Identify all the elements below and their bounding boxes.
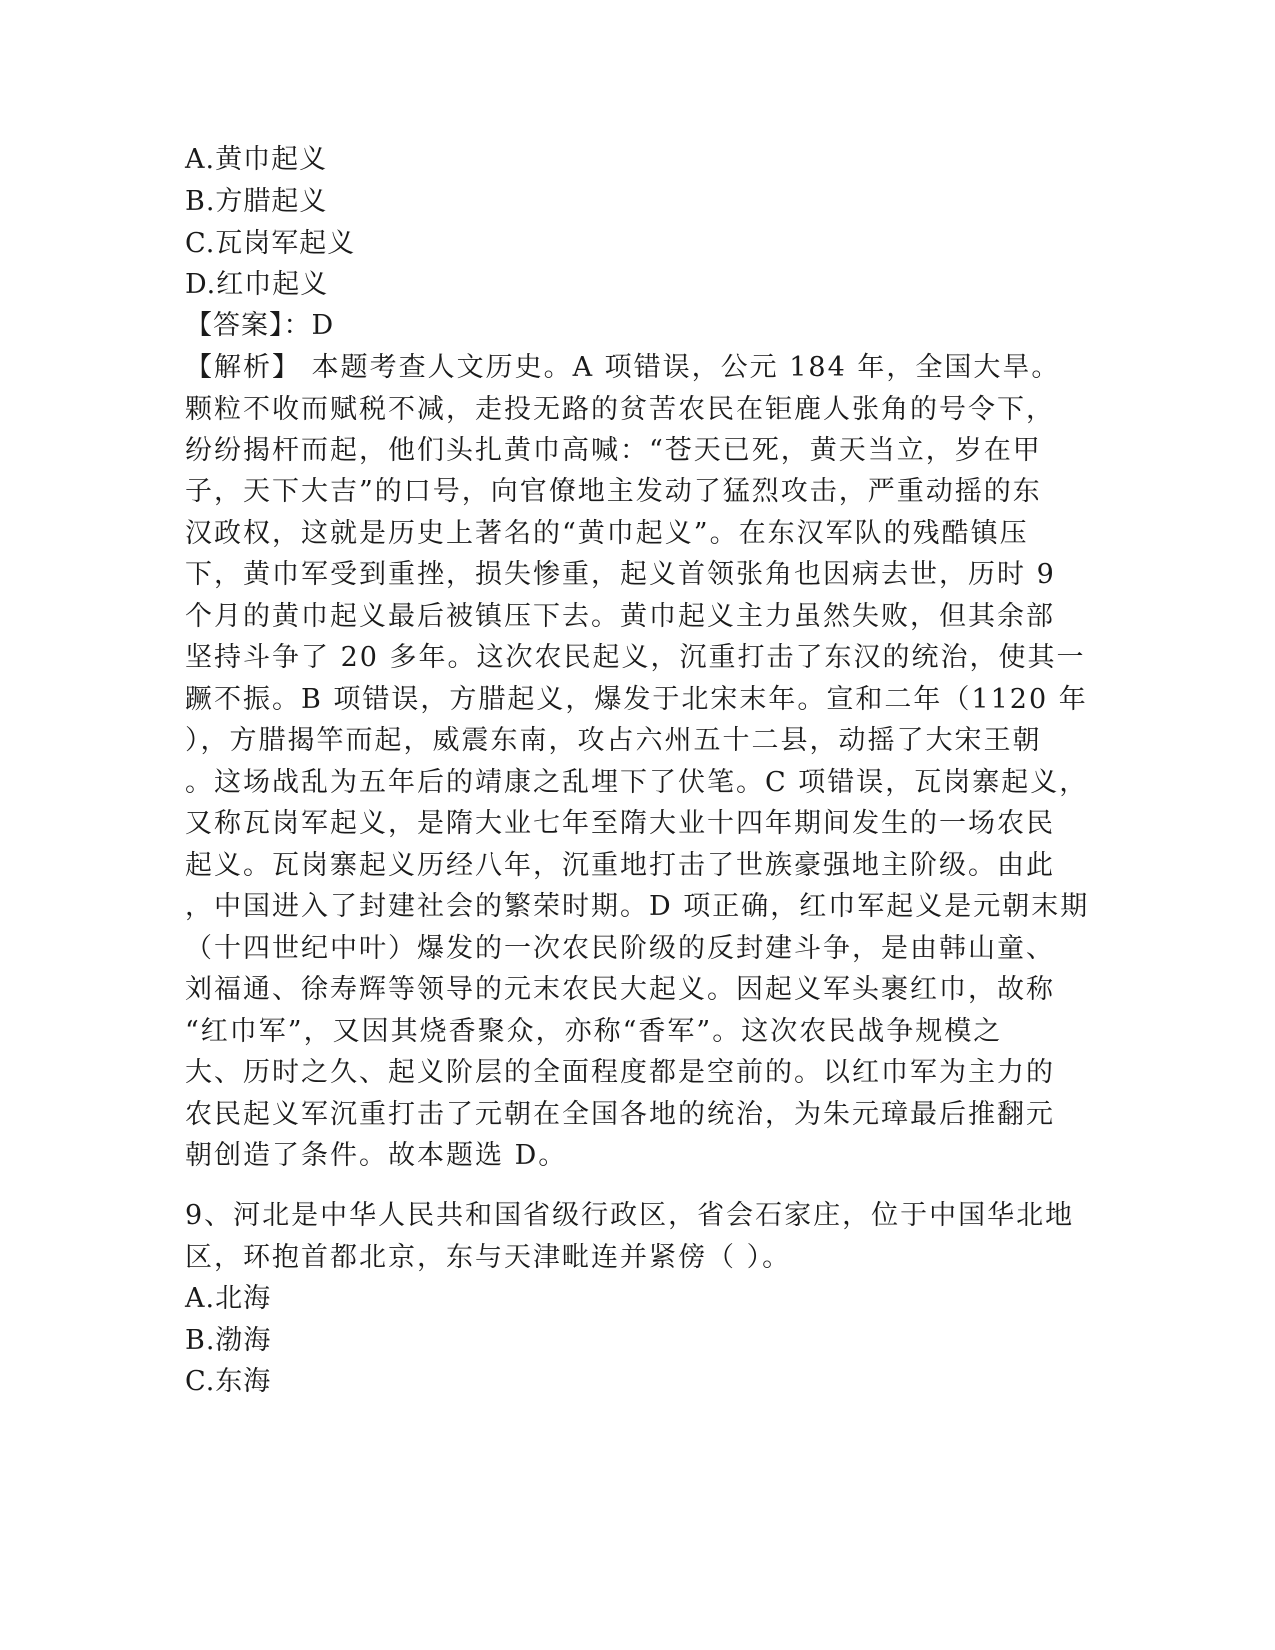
analysis-line: 农民起义军沉重打击了元朝在全国各地的统治，为朱元璋最后推翻元 (185, 1099, 1055, 1130)
question-stem-line: 9、河北是中华人民共和国省级行政区，省会石家庄，位于中国华北地 (185, 1200, 1075, 1231)
analysis-line: 坚持斗争了 20 多年。这次农民起义，沉重打击了东汉的统治，使其一 (185, 642, 1086, 673)
option-d: D.红巾起义 (185, 269, 329, 300)
q9-option-b: B.渤海 (185, 1325, 272, 1356)
analysis-line: ，中国进入了封建社会的繁荣时期。D 项正确，红巾军起义是元朝末期 (185, 891, 1090, 922)
question-stem-line: 区，环抱首都北京，东与天津毗连并紧傍（ ）。 (185, 1242, 792, 1273)
analysis-line: （十四世纪中叶）爆发的一次农民阶级的反封建斗争，是由韩山童、 (185, 933, 1055, 964)
option-a: A.黄巾起义 (185, 144, 328, 175)
analysis-line: 个月的黄巾起义最后被镇压下去。黄巾起义主力虽然失败，但其余部 (185, 601, 1055, 632)
analysis-line: 起义。瓦岗寨起义历经八年，沉重地打击了世族豪强地主阶级。由此 (185, 850, 1055, 881)
analysis-line: 汉政权，这就是历史上著名的“黄巾起义”。在东汉军队的残酷镇压 (185, 518, 1029, 549)
analysis-line: 朝创造了条件。故本题选 D。 (185, 1140, 568, 1171)
analysis-line: “红巾军”，又因其烧香聚众，亦称“香军”。这次农民战争规模之 (185, 1016, 1003, 1047)
analysis-line: 【解析】 本题考查人文历史。A 项错误，公元 184 年，全国大旱。 (185, 352, 1061, 383)
answer-line: 【答案】：D (185, 310, 335, 341)
analysis-line: 子，天下大吉”的口号，向官僚地主发动了猛烈攻击，严重动摇的东 (185, 476, 1042, 507)
analysis-line: 刘福通、徐寿辉等领导的元末农民大起义。因起义军头裹红巾，故称 (185, 974, 1055, 1005)
analysis-line: 下，黄巾军受到重挫，损失惨重，起义首领张角也因病去世，历时 9 (185, 559, 1056, 590)
analysis-line: 大、历时之久、起义阶层的全面程度都是空前的。以红巾军为主力的 (185, 1057, 1055, 1088)
analysis-line: 。这场战乱为五年后的靖康之乱埋下了伏笔。C 项错误，瓦岗寨起义， (185, 767, 1089, 798)
analysis-line: 又称瓦岗军起义，是隋大业七年至隋大业十四年期间发生的一场农民 (185, 808, 1055, 839)
analysis-line: 蹶不振。B 项错误，方腊起义，爆发于北宋末年。宣和二年（1120 年 (185, 684, 1088, 715)
option-c: C.瓦岗军起义 (185, 228, 356, 259)
analysis-line: 纷纷揭杆而起，他们头扎黄巾高喊：“苍天已死，黄天当立，岁在甲 (185, 435, 1042, 466)
q9-option-c: C.东海 (185, 1366, 272, 1397)
q9-option-a: A.北海 (185, 1283, 272, 1314)
option-b: B.方腊起义 (185, 186, 328, 217)
analysis-line: ），方腊揭竿而起，威震东南，攻占六州五十二县，动摇了大宋王朝 (185, 725, 1042, 756)
analysis-line: 颗粒不收而赋税不减，走投无路的贫苦农民在钜鹿人张角的号令下， (185, 394, 1055, 425)
